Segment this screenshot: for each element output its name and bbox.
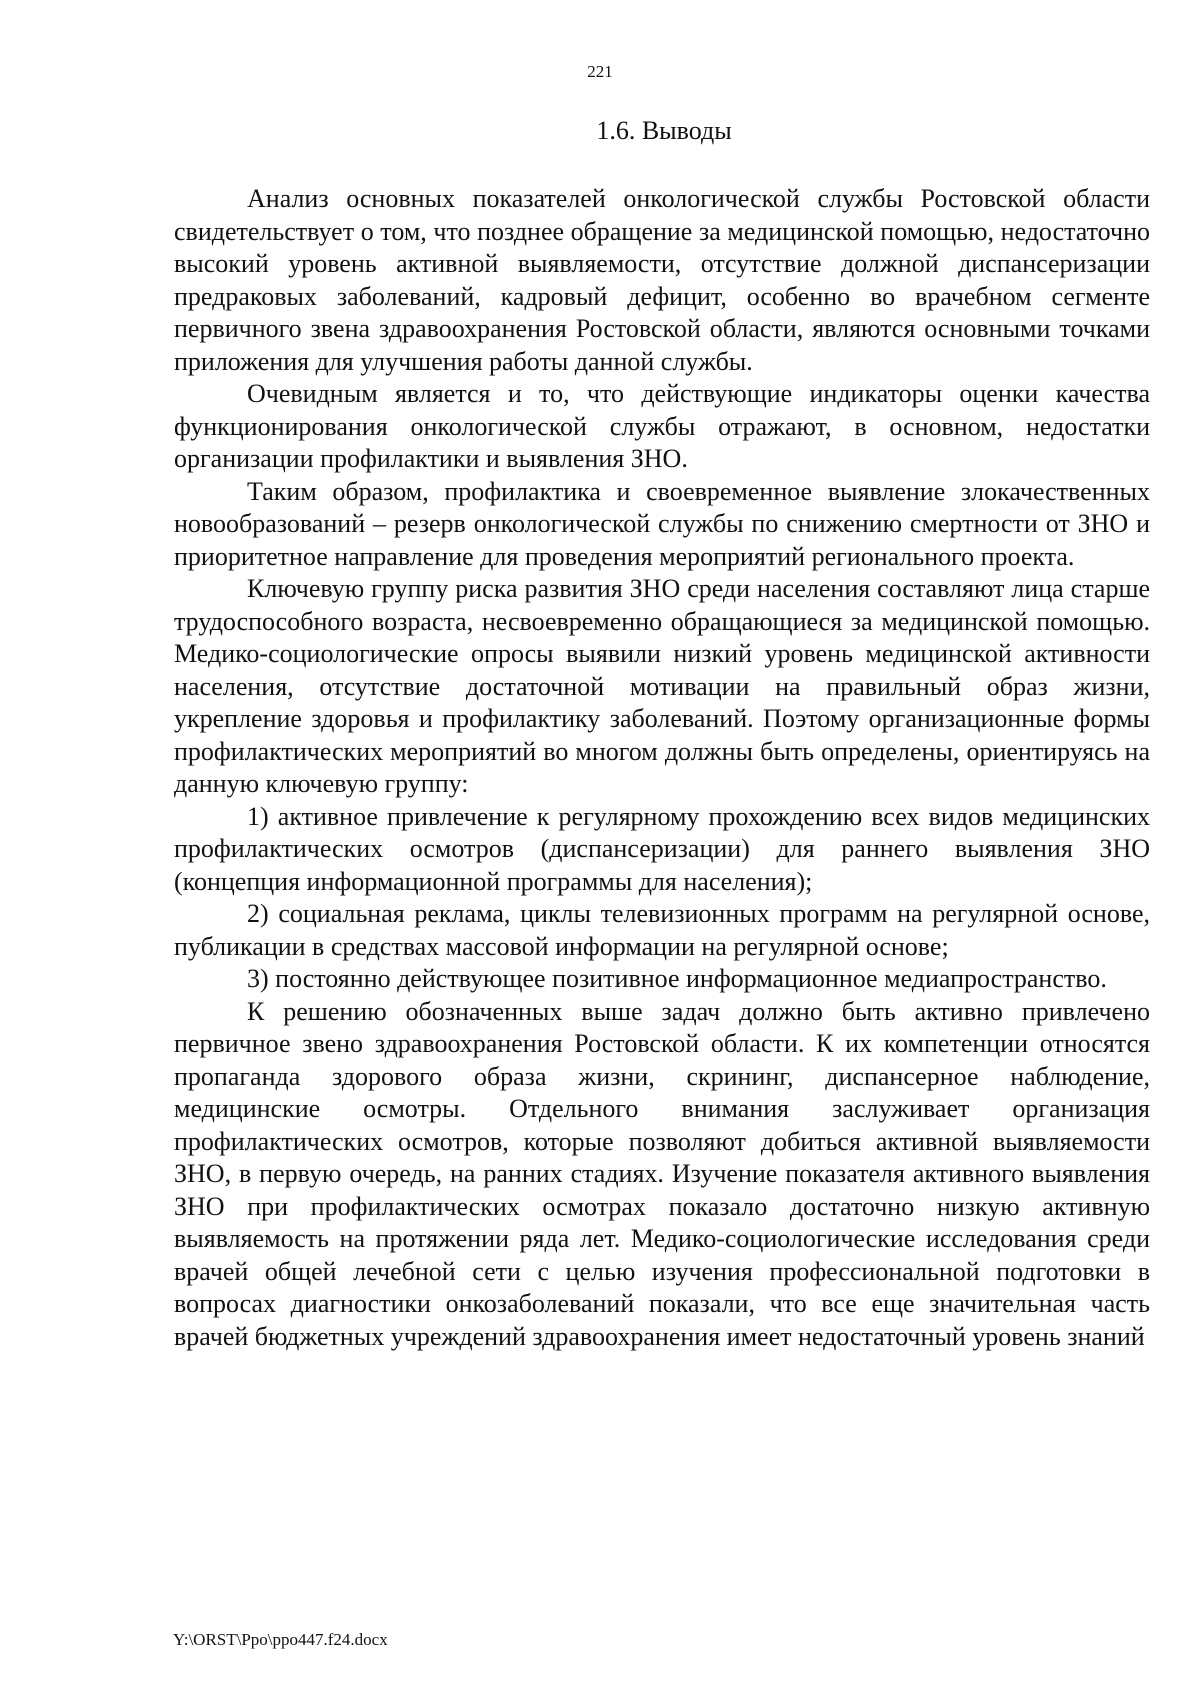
paragraph-2: Очевидным является и то, что действующие индикаторы оценки качества функционирования онкологической службы отражают, в основном, недостатки организации профилактики и выявления ЗНО.: [174, 379, 1150, 473]
list-item-2: 2) социальная реклама, циклы телевизионных программ на регулярной основе, публикации в средствах массовой информации на регулярной основе;: [174, 899, 1150, 961]
page-number: 221: [587, 62, 613, 81]
paragraph-1: Анализ основных показателей онкологической службы Ростовской области свидетельствует о том, что позднее обращение за медицинской помощью, недостаточно высокий уровень активной выявляемости, отсутствие должной диспансеризации предраковых заболеваний, кадровый дефицит, особенно во врачебном сегменте первичного звена здравоохранения Ростовской области, являются основными точками приложения для улучшения работы данной службы.: [174, 184, 1150, 376]
list-item-3: 3) постоянно действующее позитивное информационное медиапространство.: [247, 964, 1107, 993]
paragraph-4: Ключевую группу риска развития ЗНО среди населения составляют лица старше трудоспособного возраста, несвоевременно обращающиеся за медицинской помощью. Медико-социологические опросы выявили низкий уровень медицинской активности населения, отсутствие достаточной мотивации на правильный образ жизни, укрепление здоровья и профилактику заболеваний. Поэтому организационные формы профилактических мероприятий во многом должны быть определены, ориентируясь на данную ключевую группу:: [174, 574, 1150, 798]
list-item-1: 1) активное привлечение к регулярному прохождению всех видов медицинских профилактических осмотров (диспансеризации) для раннего выявления ЗНО (концепция информационной программы для населения);: [174, 801, 1150, 896]
paragraph-5: К решению обозначенных выше задач должно быть активно привлечено первичное звено здравоохранения Ростовской области. К их компетенции относятся пропаганда здорового образа жизни, скрининг, диспансерное наблюдение, медицинские осмотры. Отдельного внимания заслуживает организация профилактических осмотров, которые позволяют добиться активной выявляемости ЗНО, в первую очередь, на ранних стадиях. Изучение показателя активного выявления ЗНО при профилактических осмотрах показало достаточно низкую активную выявляемость на протяжении ряда лет. Медико-социологические исследования среди врачей общей лечебной сети с целью изучения профессиональной подготовки в вопросах диагностики онкозаболеваний показали, что все еще значительная часть врачей бюджетных учреждений здравоохранения имеет недостаточный уровень знаний: [174, 996, 1150, 1351]
body-text: [174, 183, 1150, 1353]
footer-file-path: Y:\ORST\Ppo\ppo447.f24.docx: [173, 1630, 388, 1649]
section-title: 1.6. Выводы: [596, 116, 732, 145]
paragraph-3: Таким образом, профилактика и своевременное выявление злокачественных новообразований – резерв онкологической службы по снижению смертности от ЗНО и приоритетное направление для проведения мероприятий регионального проекта.: [174, 476, 1150, 571]
